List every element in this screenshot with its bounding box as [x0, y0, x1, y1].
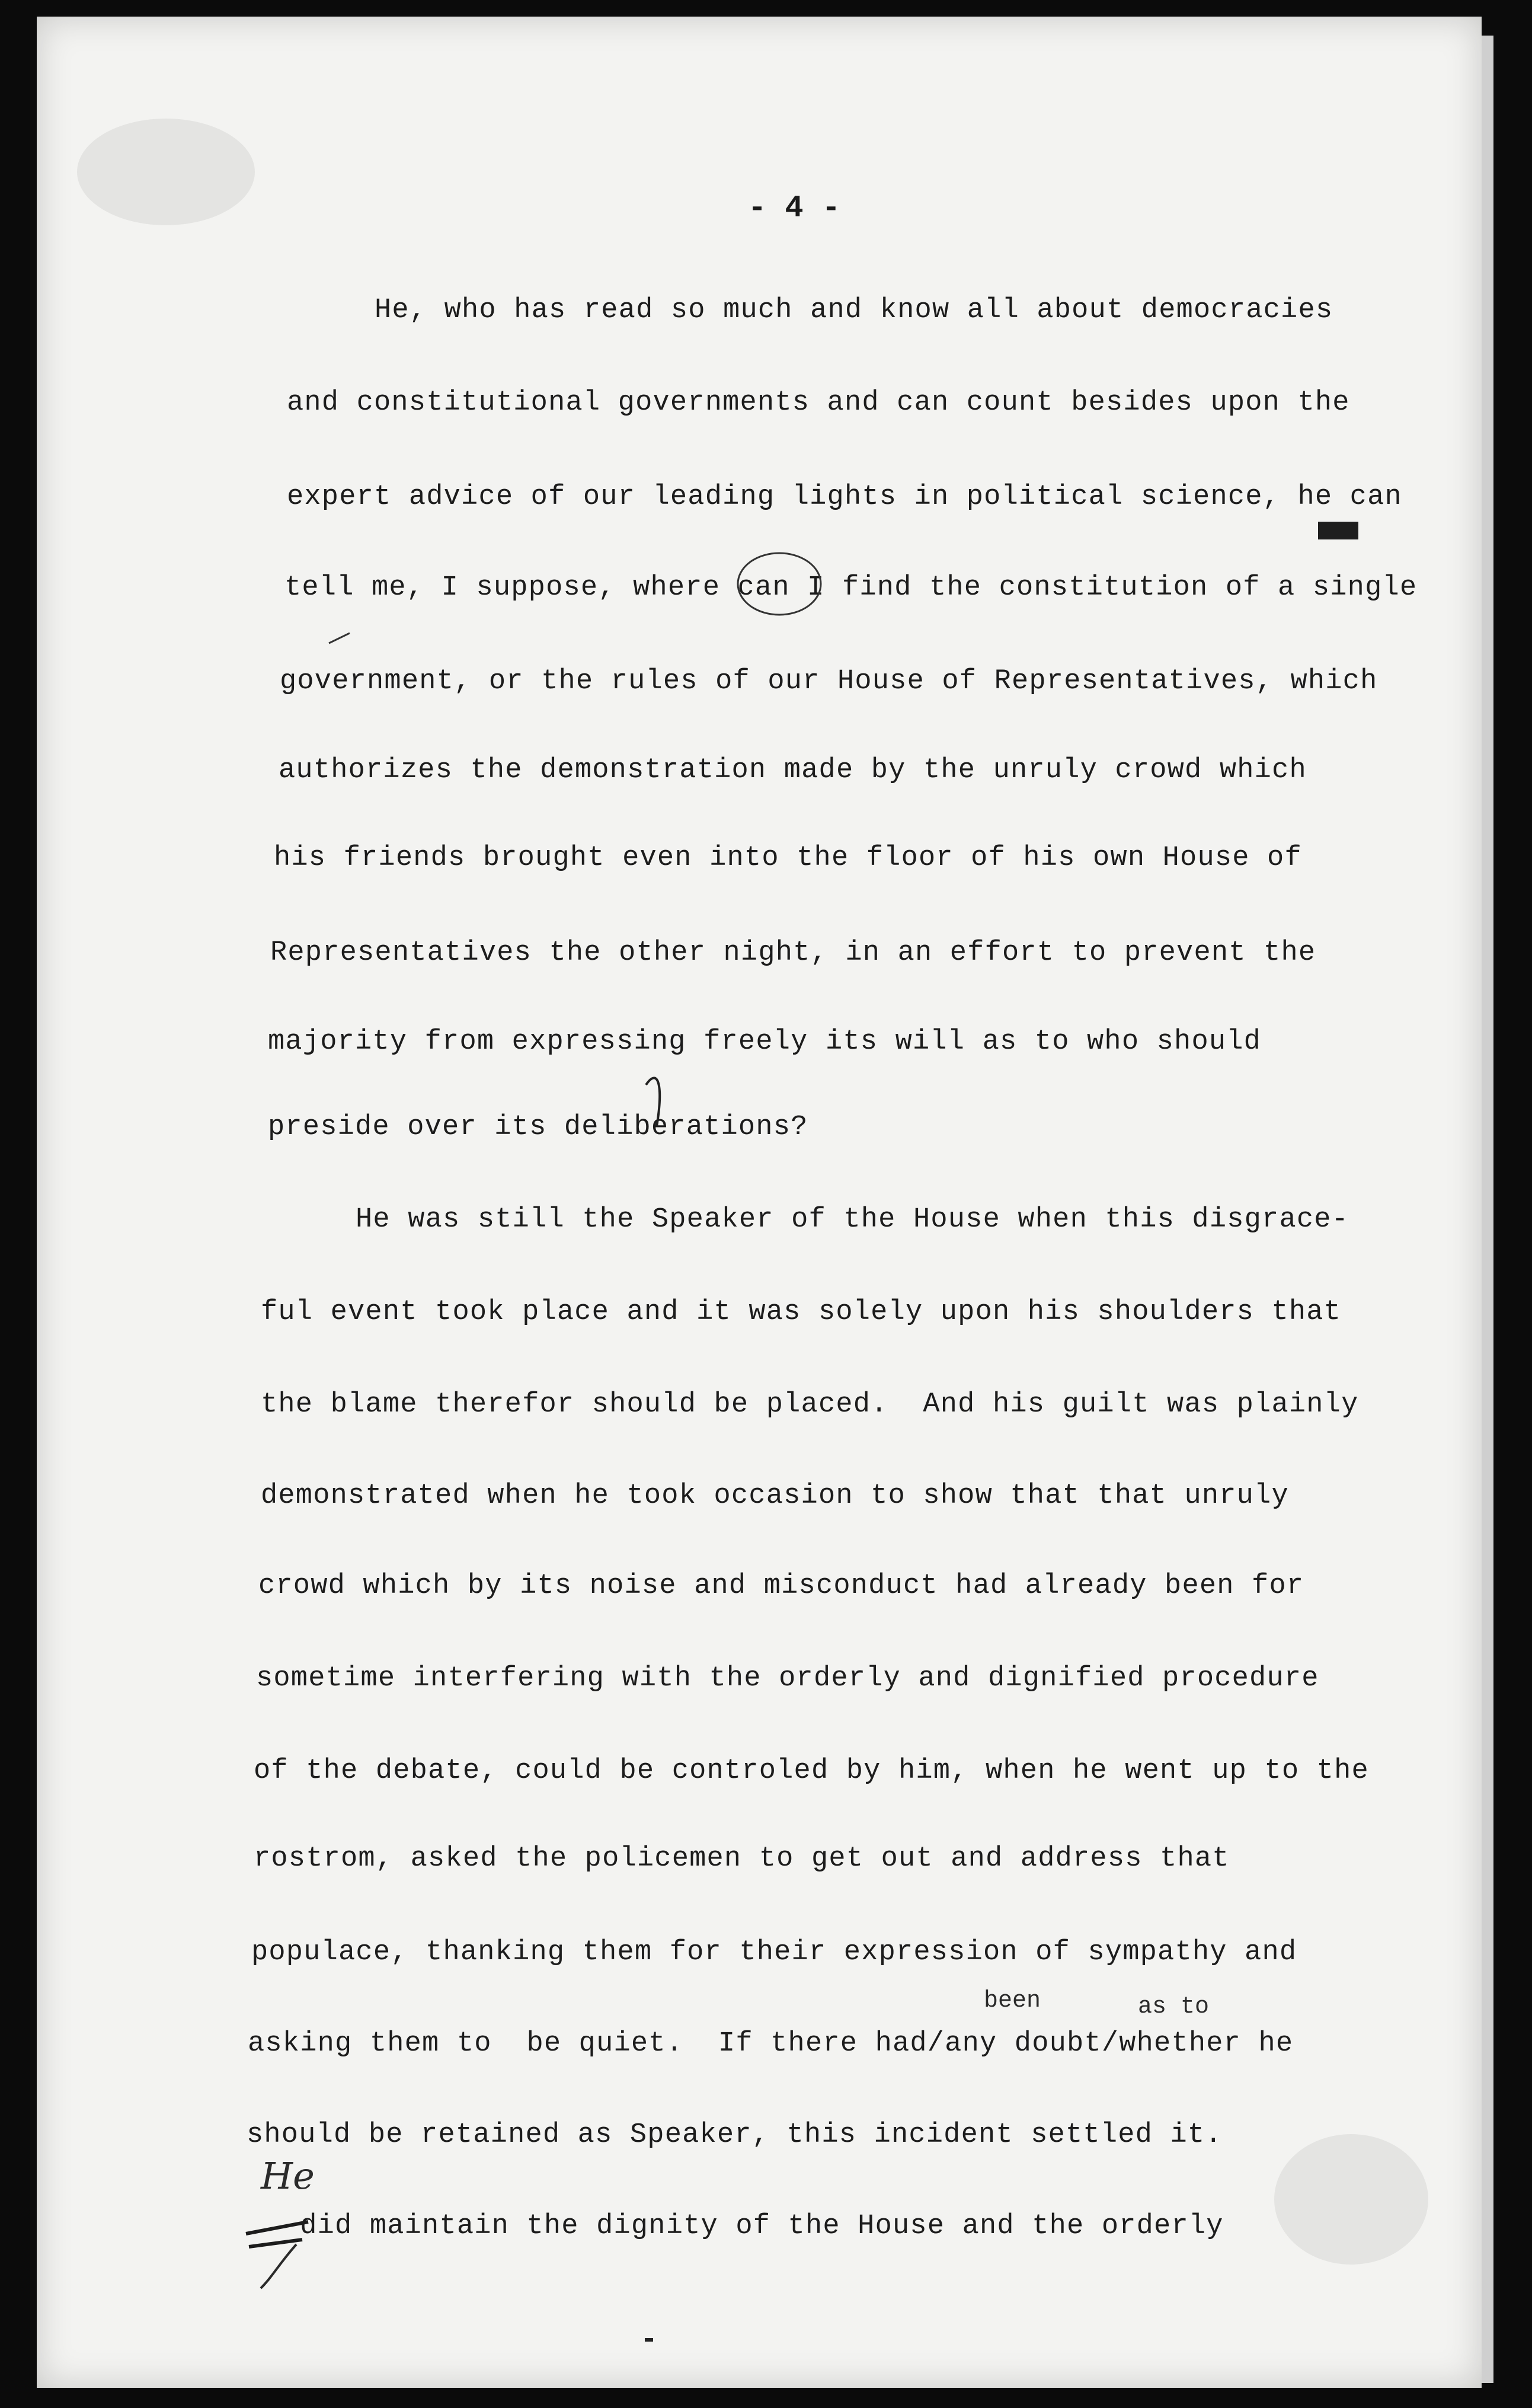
text-line-10: preside over its deliberations? [268, 1112, 808, 1143]
text-line-4: tell me, I suppose, where can I find the constitution of a single [284, 572, 1418, 603]
text-line-1: He, who has read so much and know all about democracies [375, 295, 1333, 326]
text-line-16: sometime interfering with the orderly and dignified procedure [256, 1663, 1319, 1694]
strike-mark [1318, 522, 1358, 539]
text-line-21: should be retained as Speaker, this incident settled it. [247, 2119, 1223, 2151]
text-line-15: crowd which by its noise and misconduct had already been for [258, 1570, 1304, 1602]
text-line-3: expert advice of our leading lights in political science, he can [287, 481, 1402, 513]
handwritten-he: He [261, 2154, 315, 2198]
text-line-6: authorizes the demonstration made by the unruly crowd which [279, 755, 1307, 786]
text-line-18: rostrom, asked the policemen to get out and address that [254, 1843, 1230, 1874]
text-line-17: of the debate, could be controled by him, when he went up to the [254, 1755, 1369, 1787]
text-line-22: did maintain the dignity of the House and the orderly [248, 2211, 1224, 2242]
flourish-mark [261, 2244, 296, 2288]
text-line-5: government, or the rules of our House of Representatives, which [280, 666, 1378, 697]
page-number: - 4 - [747, 191, 841, 226]
correction-mark [646, 1078, 660, 1126]
text-line-8: Representatives the other night, in an effort to prevent the [270, 937, 1316, 969]
circle-mark [738, 553, 821, 615]
text-line-11: He was still the Speaker of the House when this disgrace- [356, 1204, 1349, 1235]
text-line-7: his friends brought even into the floor of his own House of [274, 842, 1302, 874]
text-line-2: and constitutional governments and can count besides upon the [287, 387, 1350, 419]
interline-insertion-as-to: as to [1138, 1994, 1210, 2020]
text-line-19: populace, thanking them for their expression of sympathy and [251, 1937, 1297, 1968]
tick-mark [329, 633, 350, 643]
text-line-12: ful event took place and it was solely upon his shoulders that [261, 1296, 1342, 1328]
footer-mark [645, 2338, 653, 2342]
text-line-13: the blame therefor should be placed. And his guilt was plainly [261, 1389, 1359, 1420]
text-line-20: asking them to be quiet. If there had/any doubt/whether he [248, 2028, 1294, 2059]
interline-insertion-been: been [984, 1988, 1041, 2014]
text-line-9: majority from expressing freely its will as to who should [268, 1026, 1262, 1058]
text-line-14: demonstrated when he took occasion to show that that unruly [261, 1480, 1289, 1512]
strikeout-mark [246, 2222, 308, 2247]
